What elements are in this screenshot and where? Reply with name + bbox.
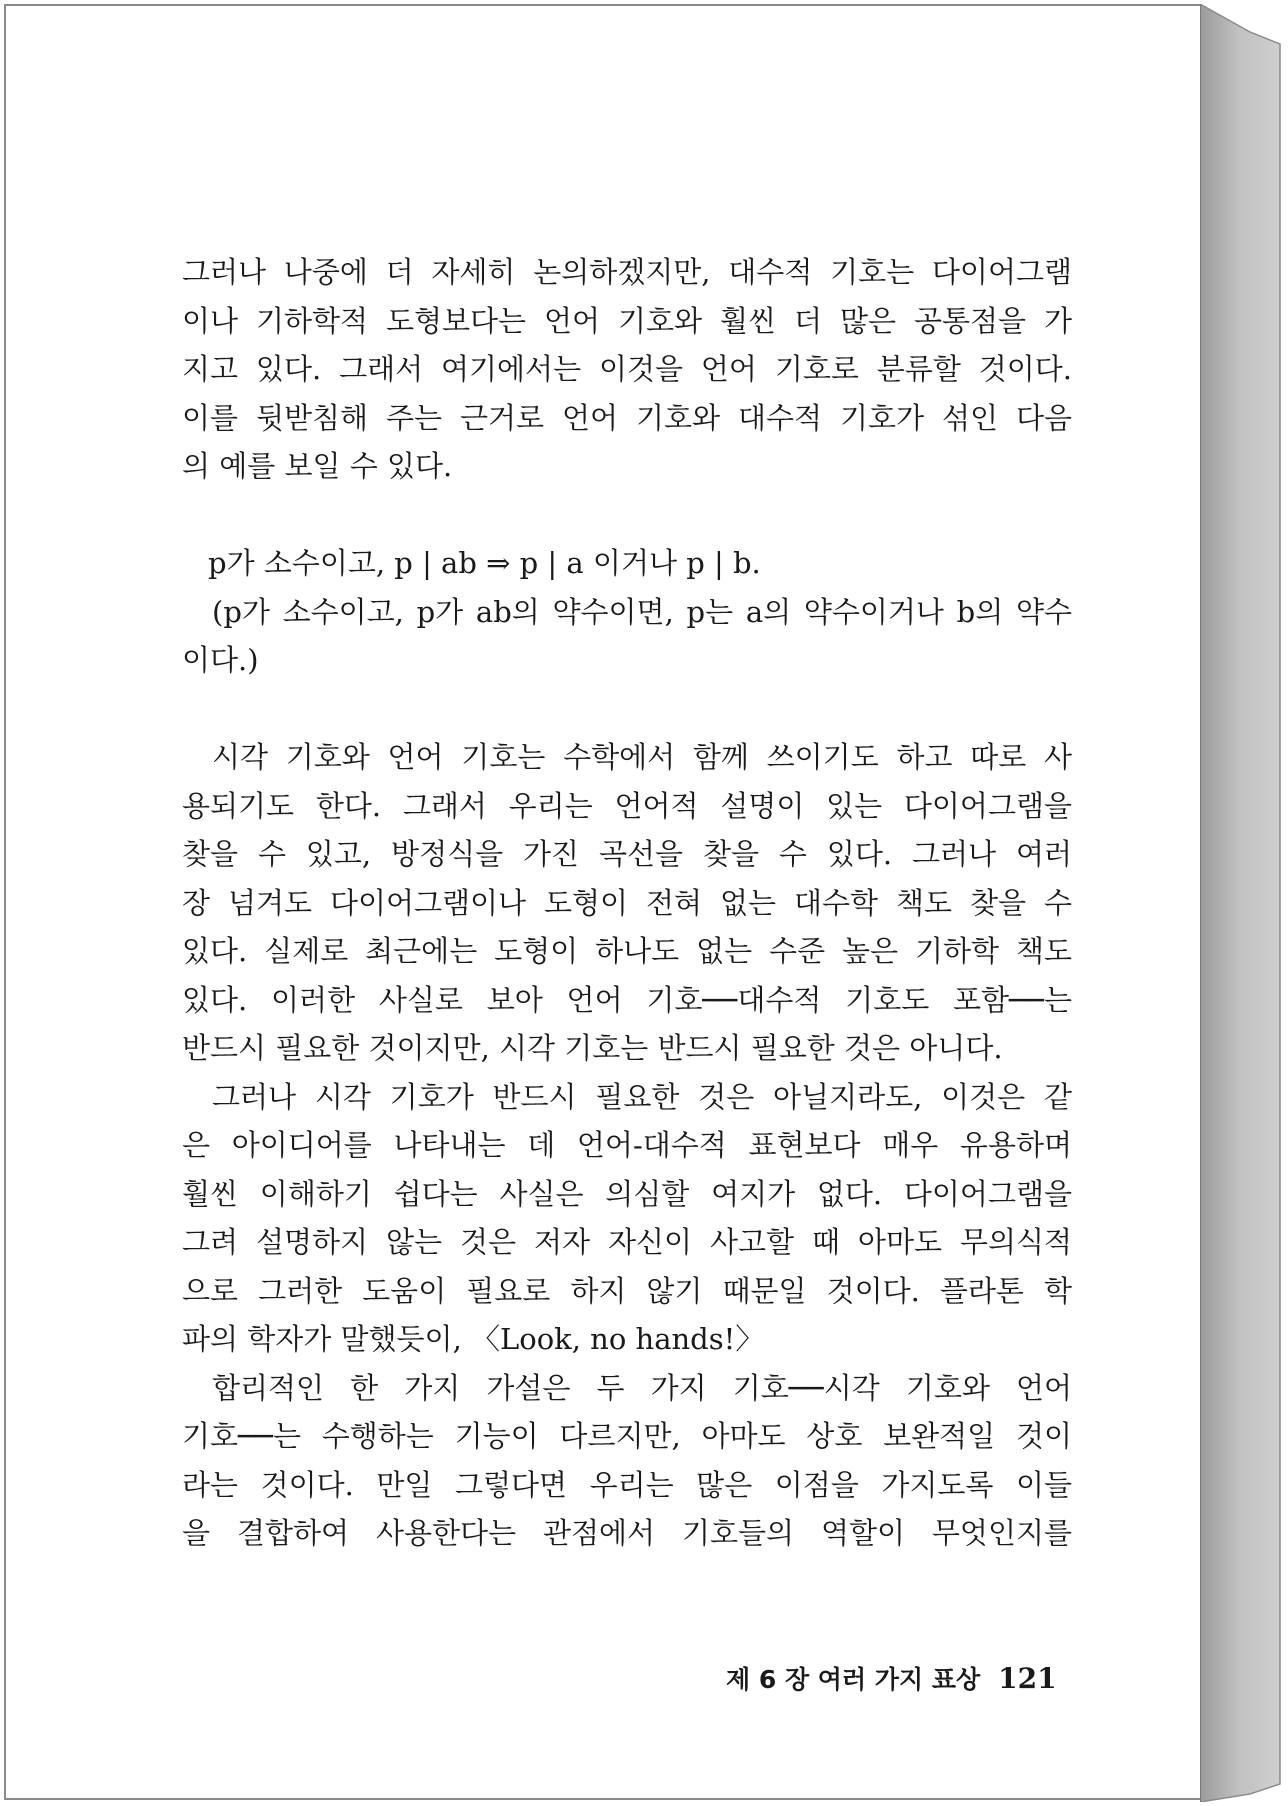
- text-line: 반드시 필요한 것이지만, 시각 기호는 반드시 필요한 것은 아니다.: [182, 1031, 1003, 1065]
- text-line: 이나 기하학적 도형보다는 언어 기호와 훨씬 더 많은 공통점을 가: [182, 303, 1072, 338]
- formula-explanation-line: 이다.): [182, 643, 259, 677]
- text-line: 그러나 나중에 더 자세히 논의하겠지만, 대수적 기호는 다이어그램: [182, 255, 1072, 289]
- text-line: 그려 설명하지 않는 것은 저자 자신이 사고할 때 아마도 무의식적: [182, 1225, 1072, 1259]
- book-edge-3d: [1200, 4, 1284, 1802]
- body-text: [182, 248, 1072, 1558]
- text-line: 합리적인 한 가지 가설은 두 가지 기호──시각 기호와 언어: [212, 1370, 1072, 1405]
- example-block: [182, 539, 1072, 685]
- text-line: 있다. 실제로 최근에는 도형이 하나도 없는 수준 높은 기하학 책도: [182, 934, 1072, 968]
- paragraph-spacer: [182, 685, 1072, 734]
- text-line: 으로 그러한 도움이 필요로 하지 않기 때문일 것이다. 플라톤 학: [182, 1273, 1072, 1308]
- text-line: 이를 뒷받침해 주는 근거로 언어 기호와 대수적 기호가 섞인 다음: [182, 400, 1072, 435]
- text-line: 기호──는 수행하는 기능이 다르지만, 아마도 상호 보완적일 것이: [182, 1419, 1072, 1453]
- paragraph-spacer: [182, 491, 1072, 540]
- running-chapter-title: 제 6 장 여러 가지 표상: [726, 1665, 981, 1694]
- text-line: 시각 기호와 언어 기호는 수학에서 함께 쓰이기도 하고 따로 사: [212, 740, 1072, 774]
- paragraph-3: [182, 1073, 1072, 1364]
- formula-explanation-line: (p가 소수이고, p가 ab의 약수이면, p는 a의 약수이거나 b의 약수: [212, 594, 1072, 629]
- text-line: 찾을 수 있고, 방정식을 가진 곡선을 찾을 수 있다. 그러나 여러: [182, 837, 1072, 871]
- book-page: [4, 4, 1200, 1800]
- page-number: 121: [998, 1662, 1057, 1695]
- book-edge-shape: [1200, 4, 1284, 1802]
- text-line: 의 예를 보일 수 있다.: [182, 449, 453, 483]
- text-line: 용되기도 한다. 그래서 우리는 언어적 설명이 있는 다이어그램을: [182, 788, 1072, 823]
- text-line: 지고 있다. 그래서 여기에서는 이것을 언어 기호로 분류할 것이다.: [182, 352, 1072, 386]
- text-line: 라는 것이다. 만일 그렇다면 우리는 많은 이점을 가지도록 이들: [182, 1467, 1072, 1502]
- text-line: 장 넘겨도 다이어그램이나 도형이 전혀 없는 대수학 책도 찾을 수: [182, 885, 1072, 920]
- text-line: 파의 학자가 말했듯이, 〈Look, no hands!〉: [182, 1322, 765, 1356]
- text-line: 그러나 시각 기호가 반드시 필요한 것은 아닐지라도, 이것은 같: [212, 1079, 1072, 1114]
- paragraph-4: [182, 1364, 1072, 1558]
- paragraph-2: [182, 733, 1072, 1073]
- page-footer: [726, 1660, 1057, 1696]
- text-line: 훨씬 이해하기 쉽다는 사실은 의심할 여지가 없다. 다이어그램을: [182, 1176, 1072, 1211]
- text-line: 을 결합하여 사용한다는 관점에서 기호들의 역할이 무엇인지를: [182, 1516, 1072, 1550]
- text-line: 있다. 이러한 사실로 보아 언어 기호──대수적 기호도 포함──는: [182, 982, 1072, 1017]
- math-formula: p가 소수이고, p | ab ⇒ p | a 이거나 p | b.: [208, 546, 761, 580]
- paragraph-1: [182, 248, 1072, 491]
- text-line: 은 아이디어를 나타내는 데 언어-대수적 표현보다 매우 유용하며: [182, 1128, 1072, 1162]
